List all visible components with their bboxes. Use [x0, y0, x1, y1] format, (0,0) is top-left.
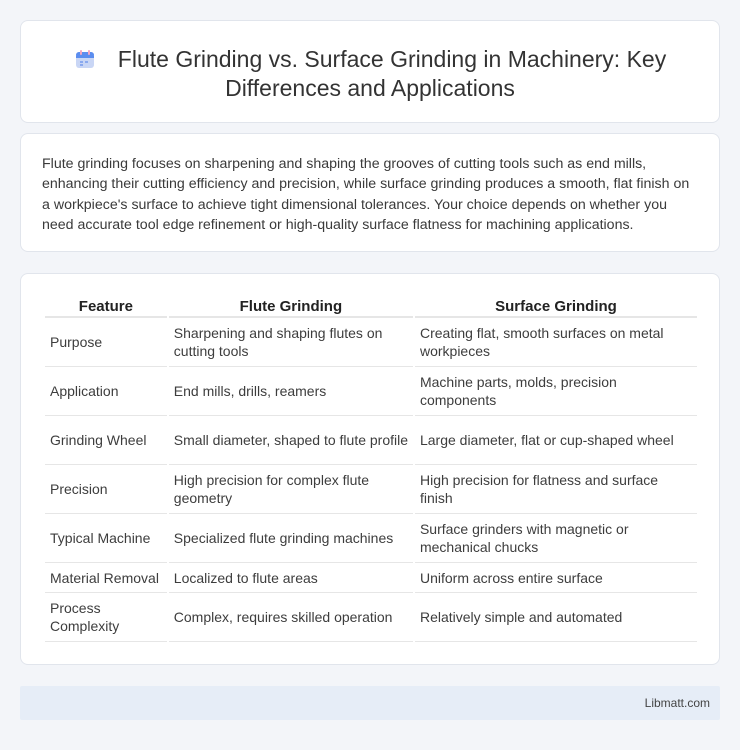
surface-cell: Creating flat, smooth surfaces on metal workpieces	[415, 318, 697, 367]
flute-cell: Complex, requires skilled operation	[169, 593, 413, 642]
comparison-card	[20, 273, 720, 665]
surface-cell: Surface grinders with magnetic or mechanical chucks	[415, 514, 697, 563]
flute-cell: End mills, drills, reamers	[169, 367, 413, 416]
feature-cell: Purpose	[45, 318, 167, 367]
flute-cell: Sharpening and shaping flutes on cutting tools	[169, 318, 413, 367]
feature-cell: Precision	[45, 465, 167, 514]
feature-cell: Process Complexity	[45, 593, 167, 642]
feature-cell: Material Removal	[45, 563, 167, 593]
flute-cell: Localized to flute areas	[169, 563, 413, 593]
surface-cell: Machine parts, molds, precision components	[415, 367, 697, 416]
header-surface-grinding: Surface Grinding	[415, 297, 697, 318]
footer-brand-link[interactable]: Libmatt.com	[644, 696, 710, 710]
feature-cell: Typical Machine	[45, 514, 167, 563]
feature-cell: Application	[45, 367, 167, 416]
title-card	[20, 20, 720, 123]
surface-cell: Relatively simple and automated	[415, 593, 697, 642]
table-row	[45, 514, 697, 563]
calendar-icon	[74, 48, 96, 70]
intro-card	[20, 133, 720, 252]
flute-cell: Specialized flute grinding machines	[169, 514, 413, 563]
table-row	[45, 593, 697, 642]
page-title-wrap	[21, 45, 719, 103]
table-row	[45, 465, 697, 514]
intro-paragraph: Flute grinding focuses on sharpening and shaping the grooves of cutting tools such as end mills, enhancing their cutting efficiency and precision, while surface grinding produces a smooth, flat finish on a workpiece's surface to achieve tight dimensional tolerances. Your choice depends on whether you need accurate tool edge refinement or high-quality surface flatness for machining applications.	[42, 156, 690, 233]
surface-cell: Uniform across entire surface	[415, 563, 697, 593]
surface-cell: Large diameter, flat or cup-shaped wheel	[415, 416, 697, 465]
header-feature: Feature	[45, 297, 167, 318]
table-row	[45, 318, 697, 367]
header-flute-grinding: Flute Grinding	[169, 297, 413, 318]
page-title: Flute Grinding vs. Surface Grinding in Machinery: Key Differences and Applications	[117, 46, 667, 101]
table-row	[45, 367, 697, 416]
table-header-row	[45, 297, 697, 318]
feature-cell: Grinding Wheel	[45, 416, 167, 465]
table-row	[45, 416, 697, 465]
table-row	[45, 563, 697, 593]
flute-cell: High precision for complex flute geometry	[169, 465, 413, 514]
footer-bar	[20, 686, 720, 720]
comparison-table	[43, 297, 699, 642]
surface-cell: High precision for flatness and surface finish	[415, 465, 697, 514]
flute-cell: Small diameter, shaped to flute profile	[169, 416, 413, 465]
